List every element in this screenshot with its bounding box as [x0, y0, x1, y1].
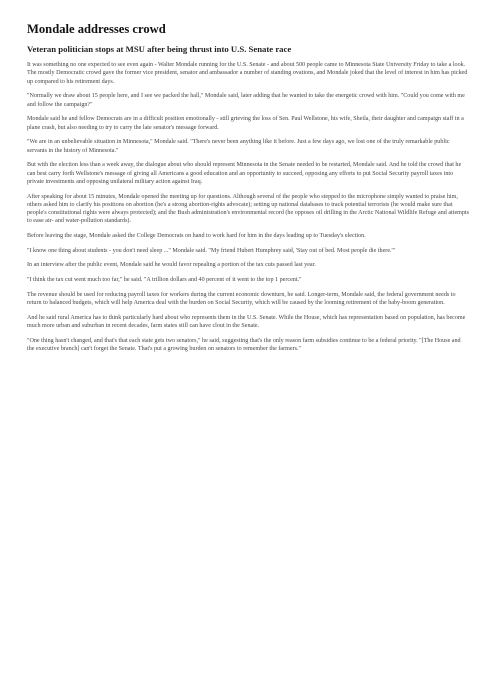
article-body — [27, 61, 469, 353]
article-paragraph: After speaking for about 15 minutes, Mondale opened the meeting up for questions. Although several of the people who stepped to the microphone simply wanted to praise him, others asked him to clarify his positions on abortion (he's a strong abortion-rights advocate); setting up national databases to track potential terrorists (he would make sure that people's constitutional rights were always protected); and the Bush administration's environmental record (he opposes oil drilling in the Arctic National Wildlife Refuge and attempts to ease air- and water-pollution standards). — [27, 193, 470, 225]
article-paragraph: And he said rural America has to think particularly hard about who represents them in the U.S. Senate. While the House, which has representation based on population, has become much more urban and suburban in recent decades, farm states still can have clout in the Senate. — [27, 314, 466, 330]
article-paragraph: It was something no one expected to see even again - Walter Mondale running for the U.S. Senate - and about 500 people came to Minnesota State University Friday to take a look. The mostly Democratic crowd gave the former vice president, senator and ambassador a number of standing ovations, and Mondale joked that the level of interest in him has picked up compared to his retirement days. — [27, 62, 468, 85]
article-paragraph: "One thing hasn't changed, and that's that each state gets two senators," he said, suggesting that's the only reason farm subsidies continue to be a federal priority. "[The House and the executive branch] can't forget the Senate. That's put a growing burden on senators to remember the farmers." — [27, 337, 461, 353]
article-paragraph: "I think the tax cut went much too far," he said. "A trillion dollars and 40 percent of it went to the top 1 percent." — [27, 277, 302, 284]
article-paragraph: But with the election less than a week away, the dialogue about who should represent Minnesota in the Senate needed to be restarted, Mondale said. And he told the crowd that he can best carry forth Wellstone's message of giving all Americans a good education and an opportunity to succeed, opposing any efforts to put Social Security payroll taxes into private investments and opposing unilateral military action against Iraq. — [27, 162, 462, 185]
article-paragraph: Mondale said he and fellow Democrats are in a difficult position emotionally - still grieving the loss of Sen. Paul Wellstone, his wife, Sheila, their daughter and campaign staff in a plane crash, but also needing to try to carry the late senator's message forward. — [27, 116, 464, 131]
article-headline: Mondale addresses crowd — [27, 22, 166, 36]
article-subheadline: Veteran politician stops at MSU after being thrust into U.S. Senate race — [27, 44, 292, 54]
article — [27, 22, 469, 360]
article-paragraph: The revenue should be used for reducing payroll taxes for workers during the current economic downturn, he said. Longer-term, Mondale said, the federal government needs to return to balanced budgets, which will help America deal with the burden on Social Security, which will be caused by the looming retirement of the baby-boom generation. — [27, 291, 456, 307]
article-paragraph: "Normally we draw about 15 people here, and I see we packed the hall," Mondale said, later adding that he wanted to take the energetic crowd with him. "Could you come with me and follow the campaign?" — [27, 93, 465, 108]
article-paragraph: In an interview after the public event, Mondale said he would favor repealing a portion of the tax cuts passed last year. — [27, 262, 316, 269]
article-paragraph: "I know one thing about students - you don't need sleep ..." Mondale said. "My friend Hubert Humphrey said, 'Stay out of bed. Most people die there.'" — [27, 247, 396, 254]
article-paragraph: Before leaving the stage, Mondale asked the College Democrats on hand to work hard for him in the days leading up to Tuesday's election. — [27, 233, 366, 240]
article-paragraph: "We are in an unbelievable situation in Minnesota," Mondale said. "There's never been anything like it before. Just a few days ago, we lost one of the truly remarkable public servants in the history of Minnesota." — [27, 139, 450, 154]
